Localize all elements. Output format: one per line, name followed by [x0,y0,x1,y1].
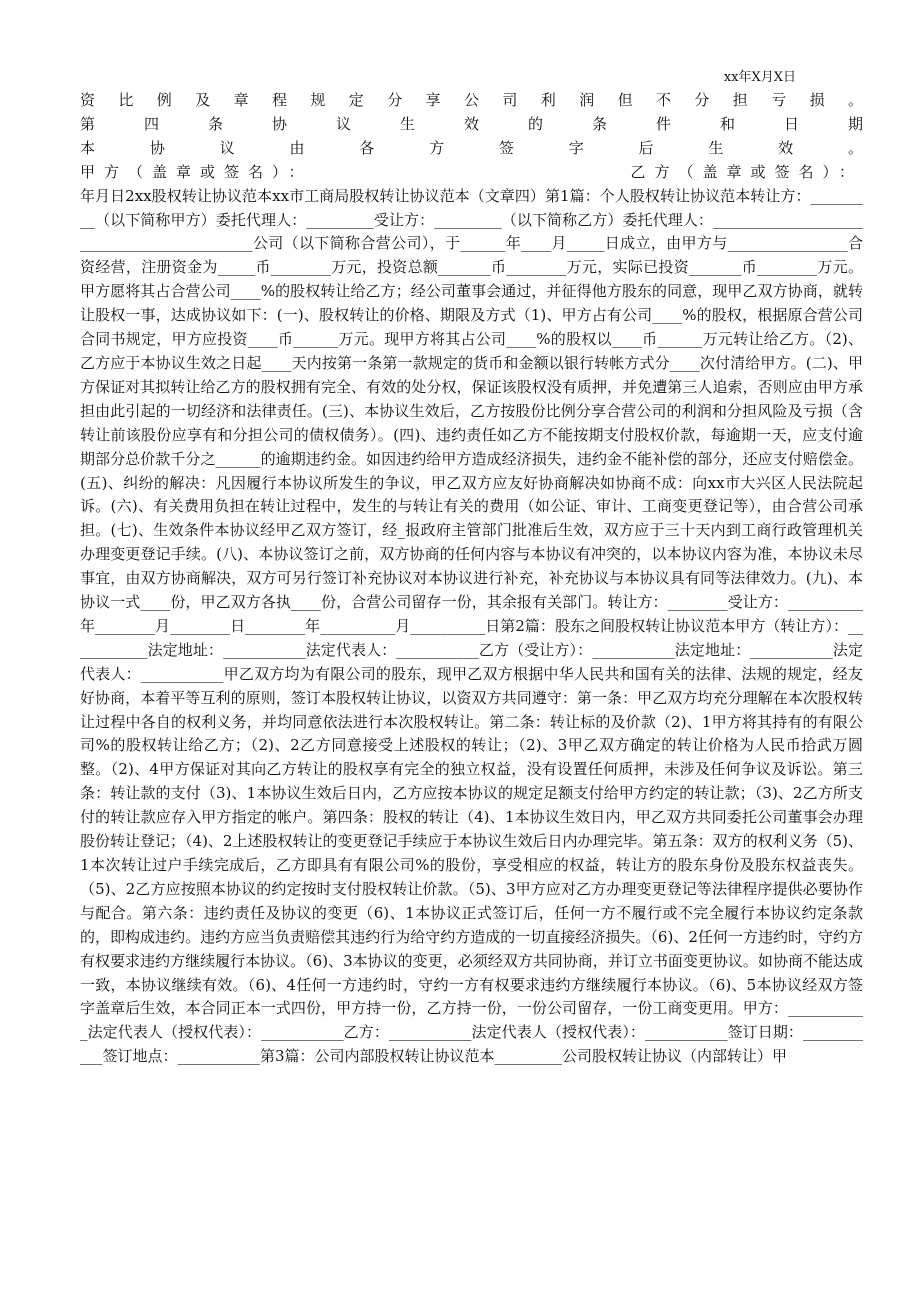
header-date: xx年X月X日 [723,70,796,85]
body-line-3: 本协议由各方签字后生效。 [80,138,863,157]
document-body [80,89,863,1069]
party-a-signature-label: 甲方（盖章或签名）： [80,162,313,181]
party-b-signature-label: 乙方（盖章或签名）： [630,162,863,181]
body-line-2: 第四条协议生效的条件和日期 [80,114,863,133]
signature-line [80,161,863,185]
main-paragraph: 年月日2xx股权转让协议范本xx市工商局股权转让协议范本（文章四）第1篇：个人股权转让协议范本转让方：_________（以下简称甲方）委托代理人：_________受让方：_________（以下简称乙方）委托代理人：___________________________________________公司（以下简称合营公司），于______年____月_____日成立，由甲方与________________合资经营，注册资金为_____币________万元，投资总额_______币________万元，实际已投资_______币________万元。甲方愿将其占合营公司____%的股权转让给乙方；经公司董事会通过，并征得他方股东的同意，现甲乙双方协商，就转让股权一事，达成协议如下：(一)、股权转让的价格、期限及方式（1)、甲方占有公司____%的股权，根据原合营公司合同书规定，甲方应投资____币______万元。现甲方将其占公司____%的股权以____币______万元转让给乙方。（2)、乙方应于本协议生效之日起____天内按第一条第一款规定的货币和金额以银行转帐方式分____次付清给甲方。(二)、甲方保证对其拟转让给乙方的股权拥有完全、有效的处分权，保证该股权没有质押，并免遭第三人追索，否则应由甲方承担由此引起的一切经济和法律责任。(三)、本协议生效后，乙方按股份比例分享合营公司的利润和分担风险及亏损（含转让前该股份应享有和分担公司的债权债务）。(四)、违约责任如乙方不能按期支付股权价款，每逾期一天，应支付逾期部分总价款千分之______的逾期违约金。如因违约给甲方造成经济损失，违约金不能补偿的部分，还应支付赔偿金。(五)、纠纷的解决：凡因履行本协议所发生的争议，甲乙双方应友好协商解决如协商不成：向xx市大兴区人民法院起诉。(六)、有关费用负担在转让过程中，发生的与转让有关的费用（如公证、审计、工商变更登记等），由合营公司承担。(七)、生效条件本协议经甲乙双方签订，经_报政府主管部门批准后生效，双方应于三十天内到工商行政管理机关办理变更登记手续。(八)、本协议签订之前，双方协商的任何内容与本协议有冲突的，以本协议内容为准，本协议未尽事宜，由双方协商解决，双方可另行签订补充协议对本协议进行补充，补充协议与本协议具有同等法律效力。(九)、本协议一式____份，甲乙双方各执____份，合营公司留存一份，其余报有关部门。转让方：________受让方：__________年________月________日________年__________月__________日第2篇：股东之间股权转让协议范本甲方（转让方）：___________法定地址：___________法定代表人：___________乙方（受让方）：___________法定地址：___________法定代表人：___________甲乙双方均为有限公司的股东，现甲乙双方根据中华人民共和国有关的法律、法规的规定，经友好协商，本着平等互利的原则，签订本股权转让协议，以资双方共同遵守：第一条：甲乙双方均充分理解在本次股权转让过程中各自的权利义务，并均同意依法进行本次股权转让。第二条：转让标的及价款（2)、1甲方将其持有的有限公司%的股权转让给乙方；（2)、2乙方同意接受上述股权的转让；（2)、3甲乙双方确定的转让价格为人民币拾武万圆整。（2)、4甲方保证对其向乙方转让的股权享有完全的独立权益，没有设置任何质押，未涉及任何争议及诉讼。第三条：转让款的支付（3)、1本协议生效后日内，乙方应按本协议的规定足额支付给甲方约定的转让款；（3)、2乙方所支付的转让款应存入甲方指定的帐户。第四条：股权的转让（4)、1本协议生效日内，甲乙双方共同委托公司董事会办理股份转让登记；（4)、2上述股权转让的变更登记手续应于本协议生效后日内办理完毕。第五条：双方的权利义务（5)、1本次转让过户手续完成后，乙方即具有有限公司%的股份，享受相应的权益，转让方的股东身份及股东权益丧失。（5)、2乙方应按照本协议的约定按时支付股权转让价款。（5)、3甲方应对乙方办理变更登记等法律程序提供必要协作与配合。第六条：违约责任及协议的变更（6)、1本协议正式签订后，任何一方不履行或不完全履行本协议约定条款的，即构成违约。违约方应当负责赔偿其违约行为给守约方造成的一切直接经济损失。（6)、2任何一方违约时，守约方有权要求违约方继续履行本协议。（6)、3本协议的变更，必须经双方共同协商，并订立书面变更协议。如协商不能达成一致，本协议继续有效。（6)、4任何一方违约时，守约一方有权要求违约方继续履行本协议。（6)、5本协议经双方签字盖章后生效，本合同正本一式四份，甲方持一份，乙方持一份，一份公司留存，一份工商变更用。甲方：___________法定代表人（授权代表）：___________乙方：___________法定代表人（授权代表）：___________签订日期：___________签订地点：___________第3篇：公司内部股权转让协议范本_________公司股权转让协议（内部转让）甲 [80,186,863,1066]
body-line-1: 资比例及章程规定分享公司利润但不分担亏损。 [80,91,863,109]
